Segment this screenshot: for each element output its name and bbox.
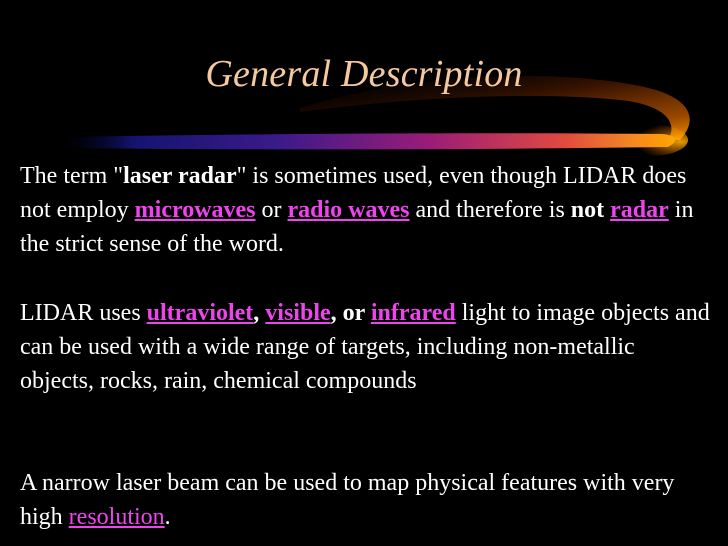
- p2-text-3: , or: [330, 300, 371, 326]
- p3-text-1: A narrow laser beam can be used to map physical features with very high: [20, 470, 675, 530]
- link-resolution[interactable]: resolution: [68, 504, 165, 530]
- paragraph-lidar-uses: [20, 296, 710, 398]
- link-ultraviolet[interactable]: ultraviolet: [146, 300, 254, 326]
- p2-text-4: light to image objects and can be used with a wide range of targets, including non-metallic objects, rocks, rain, chemical compounds: [20, 300, 710, 394]
- p3-text-2: .: [164, 504, 171, 530]
- p1-text-1: The term ": [20, 163, 124, 189]
- link-radio-waves[interactable]: radio waves: [287, 197, 410, 223]
- p1-bold-laser-radar: laser radar: [123, 163, 237, 189]
- p1-text-3: or: [255, 197, 288, 223]
- swoosh-beam: [60, 133, 675, 149]
- link-radar[interactable]: radar: [610, 197, 669, 223]
- p1-bold-not: not: [570, 197, 605, 223]
- p1-text-4: and therefore is: [409, 197, 571, 223]
- p2-text-2: ,: [253, 300, 266, 326]
- paragraph-laser-beam: [20, 466, 710, 534]
- p1-text-6: in the strict sense of the word.: [20, 197, 694, 257]
- p2-text-1: LIDAR uses: [20, 300, 147, 326]
- link-visible[interactable]: visible: [265, 300, 331, 326]
- swoosh-glow: [612, 124, 688, 156]
- p1-text-2: " is sometimes used, even though LIDAR does not employ: [20, 163, 687, 223]
- link-infrared[interactable]: infrared: [370, 300, 456, 326]
- paragraph-laser-radar: [20, 159, 710, 261]
- link-microwaves[interactable]: microwaves: [134, 197, 256, 223]
- slide-title: General Description: [205, 53, 523, 95]
